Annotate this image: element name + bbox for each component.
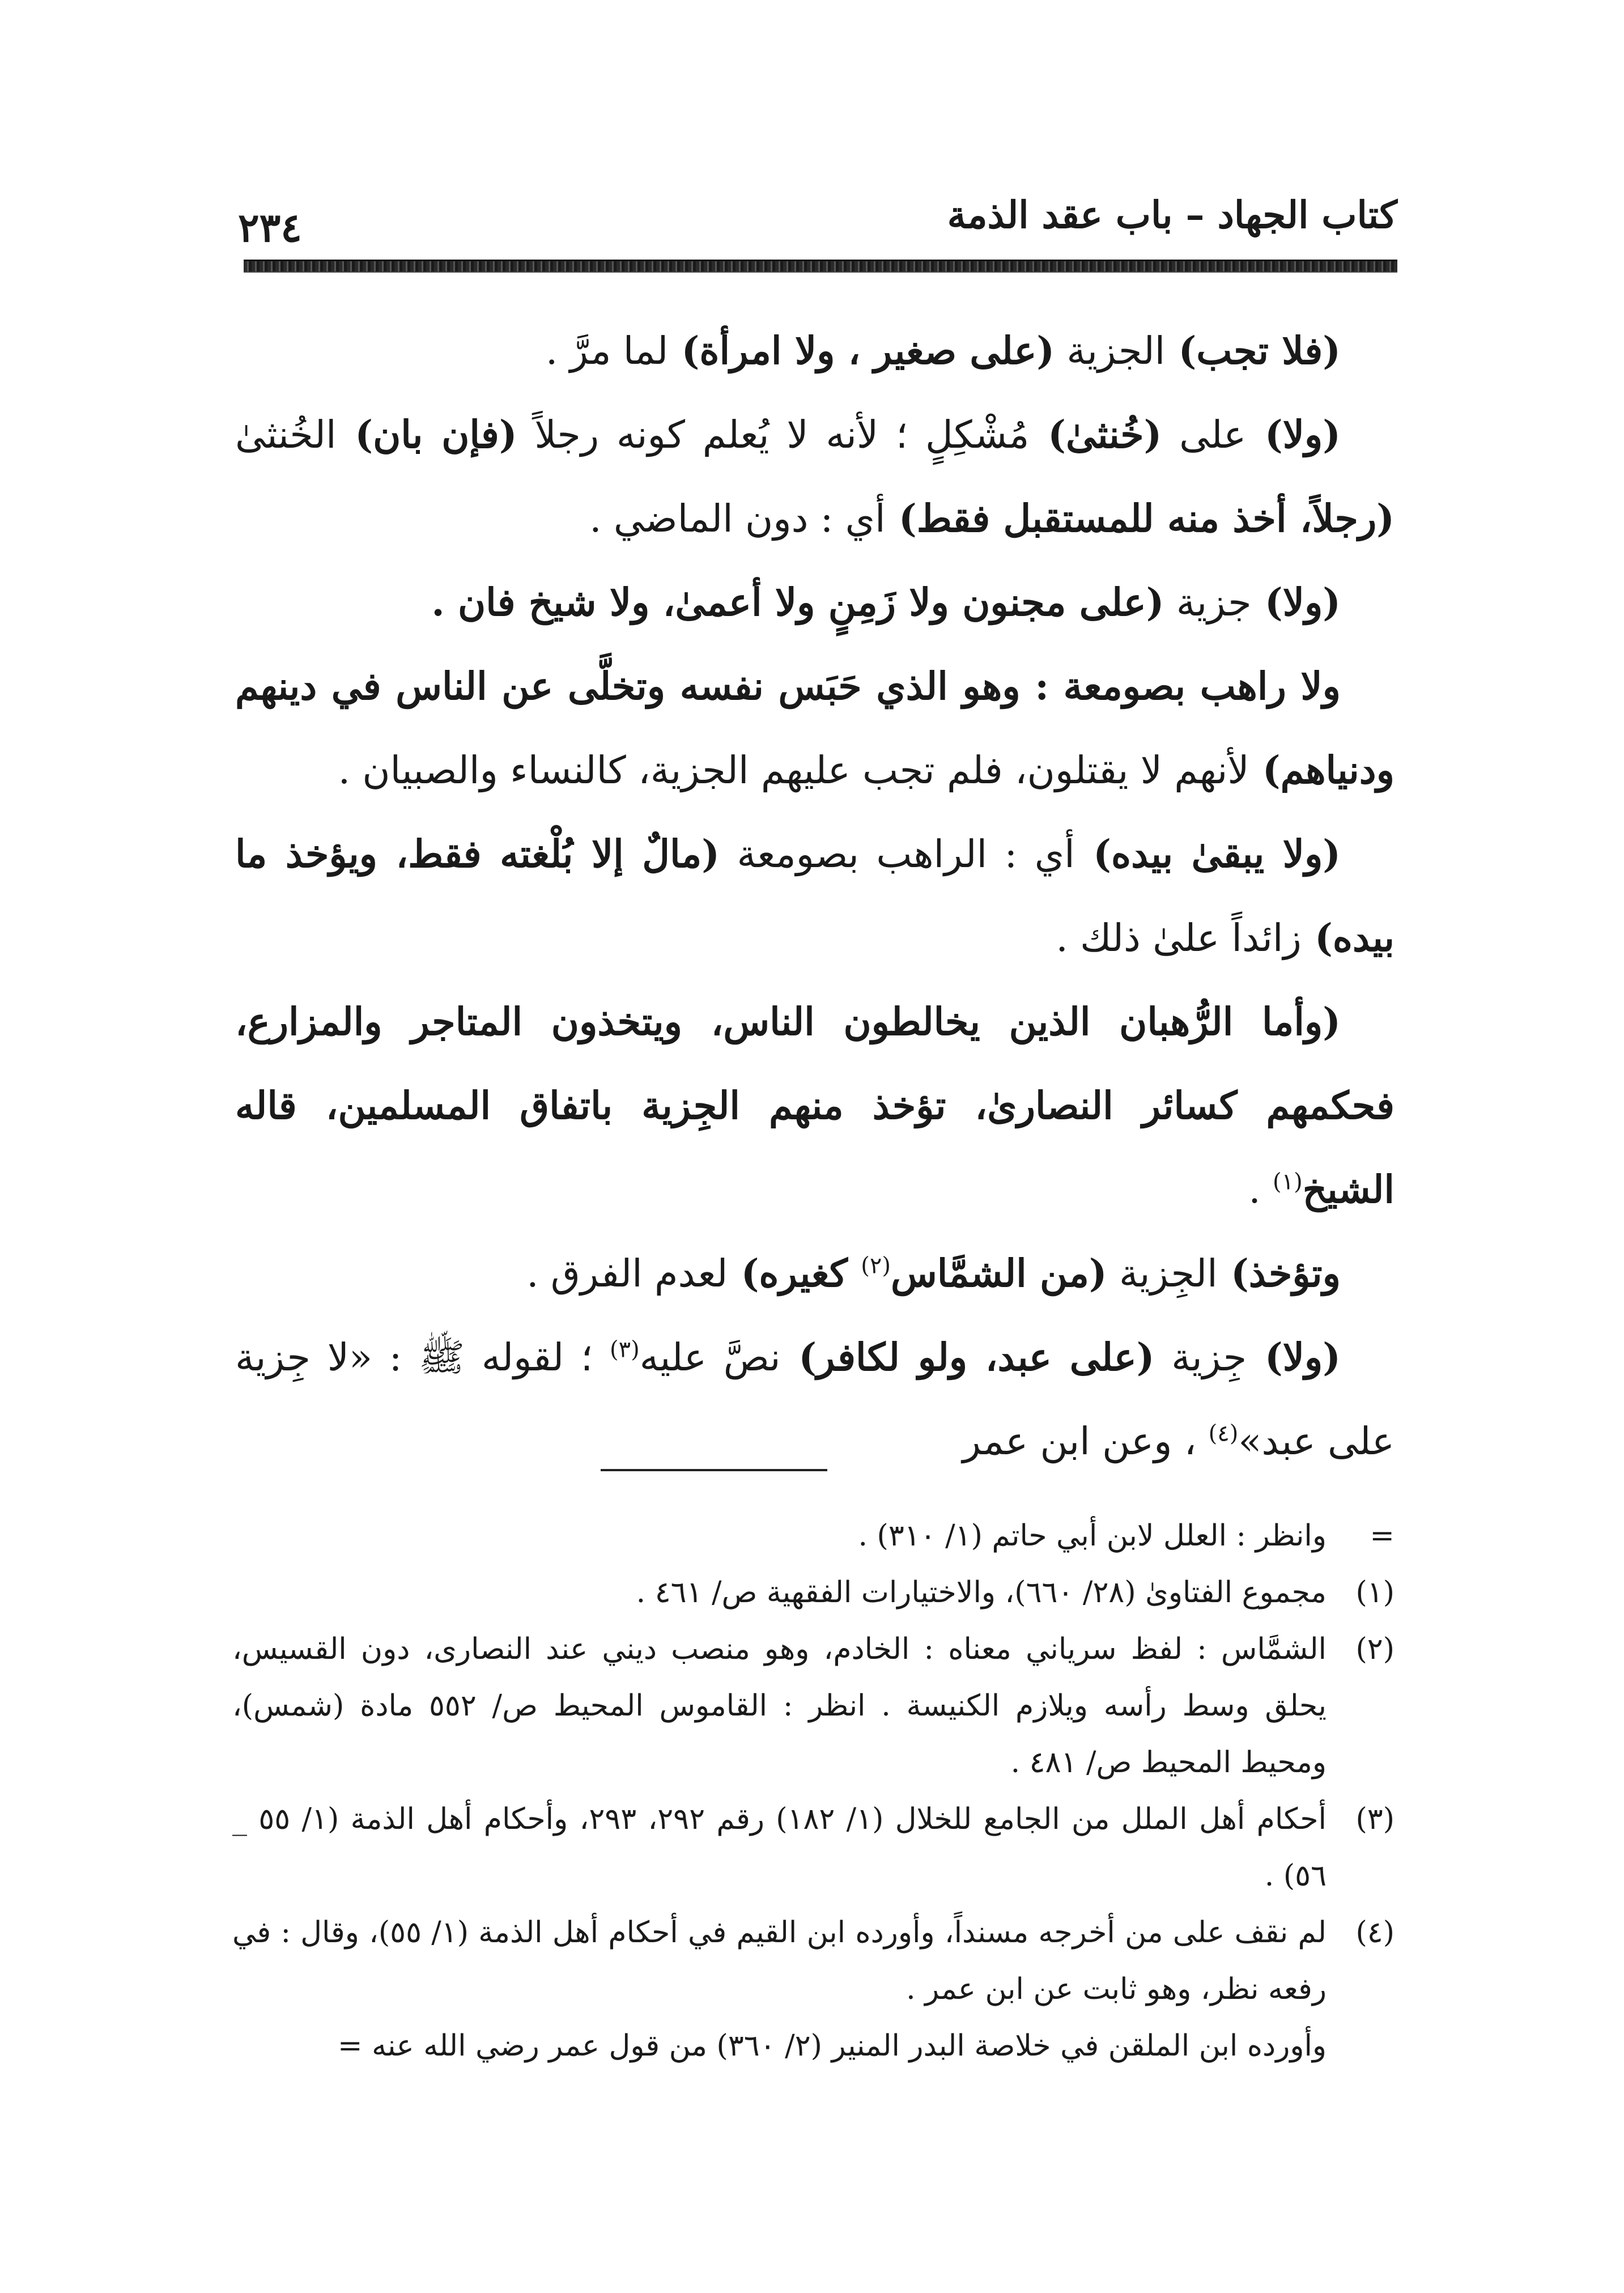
- header-divider: [244, 260, 1397, 273]
- sharh-text: على: [1162, 413, 1247, 457]
- footnote-text: أحكام أهل الملل من الجامع للخلال (١/ ١٨٢) رقم ٢٩٢، ٢٩٣، وأحكام أهل الذمة (١/ ٥٥ _ ٥٦) .: [232, 1802, 1327, 1893]
- sharh-text: نصَّ عليه: [639, 1335, 781, 1379]
- matn-text: (على مجنون ولا زَمِنٍ ولا أعمىٰ، ولا شيخ فان .: [431, 580, 1164, 625]
- footnote-text: مجموع الفتاوىٰ (٢٨/ ٦٦٠)، والاختيارات الفقهية ص/ ٤٦١ .: [636, 1576, 1327, 1610]
- sharh-text: مُشْكِلٍ ؛ لأنه لا يُعلم كونه رجلاً: [517, 413, 1030, 457]
- paragraph: [235, 560, 1395, 644]
- matn-text: ولا راهب بصومعة : وهو الذي حَبَس نفسه وتخلَّى عن الناس في دينهم ودنياهم): [235, 664, 1395, 792]
- footnote-reference: (١): [1273, 1169, 1303, 1195]
- footnote-number: (٣): [1355, 1802, 1395, 1836]
- footnote-marker: =: [1370, 1519, 1395, 1553]
- paragraph: [235, 812, 1395, 980]
- footnote-text: لم نقف على من أخرجه مسنداً، وأورده ابن القيم في أحكام أهل الذمة (١/ ٥٥)، وقال : في رفعه نظر، وهو ثابت عن ابن عمر .: [232, 1916, 1327, 2006]
- matn-text: وتؤخذ): [1217, 1251, 1341, 1296]
- paragraph: [235, 1232, 1395, 1315]
- footnote-reference: (٤): [1208, 1420, 1239, 1447]
- footnote-3: [232, 1791, 1395, 1904]
- sharh-text: لأنهم لا يقتلون، فلم تجب عليهم الجزية، كالنساء والصبيان .: [338, 748, 1249, 792]
- footnote-2: [232, 1621, 1395, 1791]
- matn-text: (خُنثىٰ): [1029, 412, 1162, 457]
- sharh-text: .: [1248, 1167, 1273, 1212]
- sharh-text: زائداً علىٰ ذلك .: [1056, 916, 1302, 960]
- footnote-number: (١): [1355, 1576, 1395, 1610]
- matn-text: كغيره): [728, 1251, 861, 1296]
- footnote-text: وأورده ابن الملقن في خلاصة البدر المنير (٢/ ٣٦٠) من قول عمر رضي الله عنه =: [337, 2029, 1327, 2063]
- footnote-text: الشمَّاس : لفظ سرياني معناه : الخادم، وهو منصب ديني عند النصارى، دون القسيس، يحلق وسط رأسه ويلازم الكنيسة . انظر : القاموس المحيط ص/ ٥٥٢ مادة (شمس)، ومحيط المحيط ص/ ٤٨١ .: [232, 1632, 1327, 1780]
- matn-text: (ولا يبقىٰ بيده): [1074, 831, 1341, 876]
- matn-text: (ولا): [1247, 1335, 1341, 1379]
- footnote-number: (٢): [1355, 1632, 1395, 1666]
- footnote-divider: [601, 1469, 827, 1471]
- sharh-text: الخُنثىٰ: [235, 413, 337, 457]
- sharh-text: ، وعن ابن عمر: [962, 1419, 1209, 1463]
- footnote-number: (٤): [1355, 1916, 1395, 1950]
- footnote-4: [232, 1904, 1395, 2018]
- paragraph: [235, 393, 1395, 560]
- paragraph: [235, 1315, 1395, 1483]
- matn-text: (رجلاً، أخذ منه للمستقبل فقط): [885, 496, 1395, 541]
- matn-text: (مالٌ إلا بُلْغته فقط، ويؤخذ ما بيده): [235, 831, 1395, 960]
- sharh-text: ؛ لقوله ﷺ : «لا جِزية على عبد»: [235, 1335, 1395, 1463]
- matn-text: (وأما الرُّهبان الذين يخالطون الناس، ويتخذون المتاجر والمزارع، فحكمهم كسائر النصارىٰ، تؤخذ منهم الجِزية باتفاق المسلمين، قاله الشيخ: [235, 999, 1395, 1212]
- sharh-text: الجزية: [1055, 329, 1166, 373]
- paragraph: [235, 980, 1395, 1232]
- footnote-4-continued: [232, 2018, 1395, 2074]
- matn-text: (ولا): [1251, 580, 1341, 625]
- footnotes: [232, 1508, 1395, 2074]
- footnote-continuation: [232, 1508, 1395, 1564]
- sharh-text: جِزية: [1154, 1335, 1247, 1379]
- paragraph: [235, 309, 1395, 393]
- paragraph: [235, 644, 1395, 812]
- footnote-reference: (٣): [610, 1336, 640, 1363]
- sharh-text: لما مرَّ .: [546, 329, 669, 373]
- matn-text: (على صغير ، ولا امرأة): [668, 328, 1055, 373]
- footnote-text: وانظر : العلل لابن أبي حاتم (١/ ٣١٠) .: [858, 1519, 1327, 1553]
- matn-text: (فلا تجب): [1165, 328, 1341, 373]
- matn-text: (ولا): [1246, 412, 1341, 457]
- footnote-reference: (٢): [861, 1252, 891, 1279]
- sharh-text: أي : الراهب بصومعة: [719, 832, 1075, 876]
- sharh-text: لعدم الفرق .: [526, 1251, 728, 1296]
- footnote-1: [232, 1564, 1395, 1621]
- matn-text: (من الشمَّاس: [890, 1251, 1107, 1296]
- main-text: [235, 309, 1395, 1483]
- matn-text: (على عبد، ولو لكافر): [780, 1335, 1155, 1379]
- footnote-number: [1327, 2018, 1395, 2074]
- sharh-text: أي : دون الماضي .: [589, 496, 886, 541]
- page-number: ٢٣٤: [238, 204, 302, 251]
- running-title: كتاب الجهاد – باب عقد الذمة: [947, 193, 1397, 237]
- matn-text: (فإن بان): [336, 412, 517, 457]
- sharh-text: الجِزية: [1107, 1251, 1218, 1296]
- sharh-text: جزية: [1164, 580, 1252, 625]
